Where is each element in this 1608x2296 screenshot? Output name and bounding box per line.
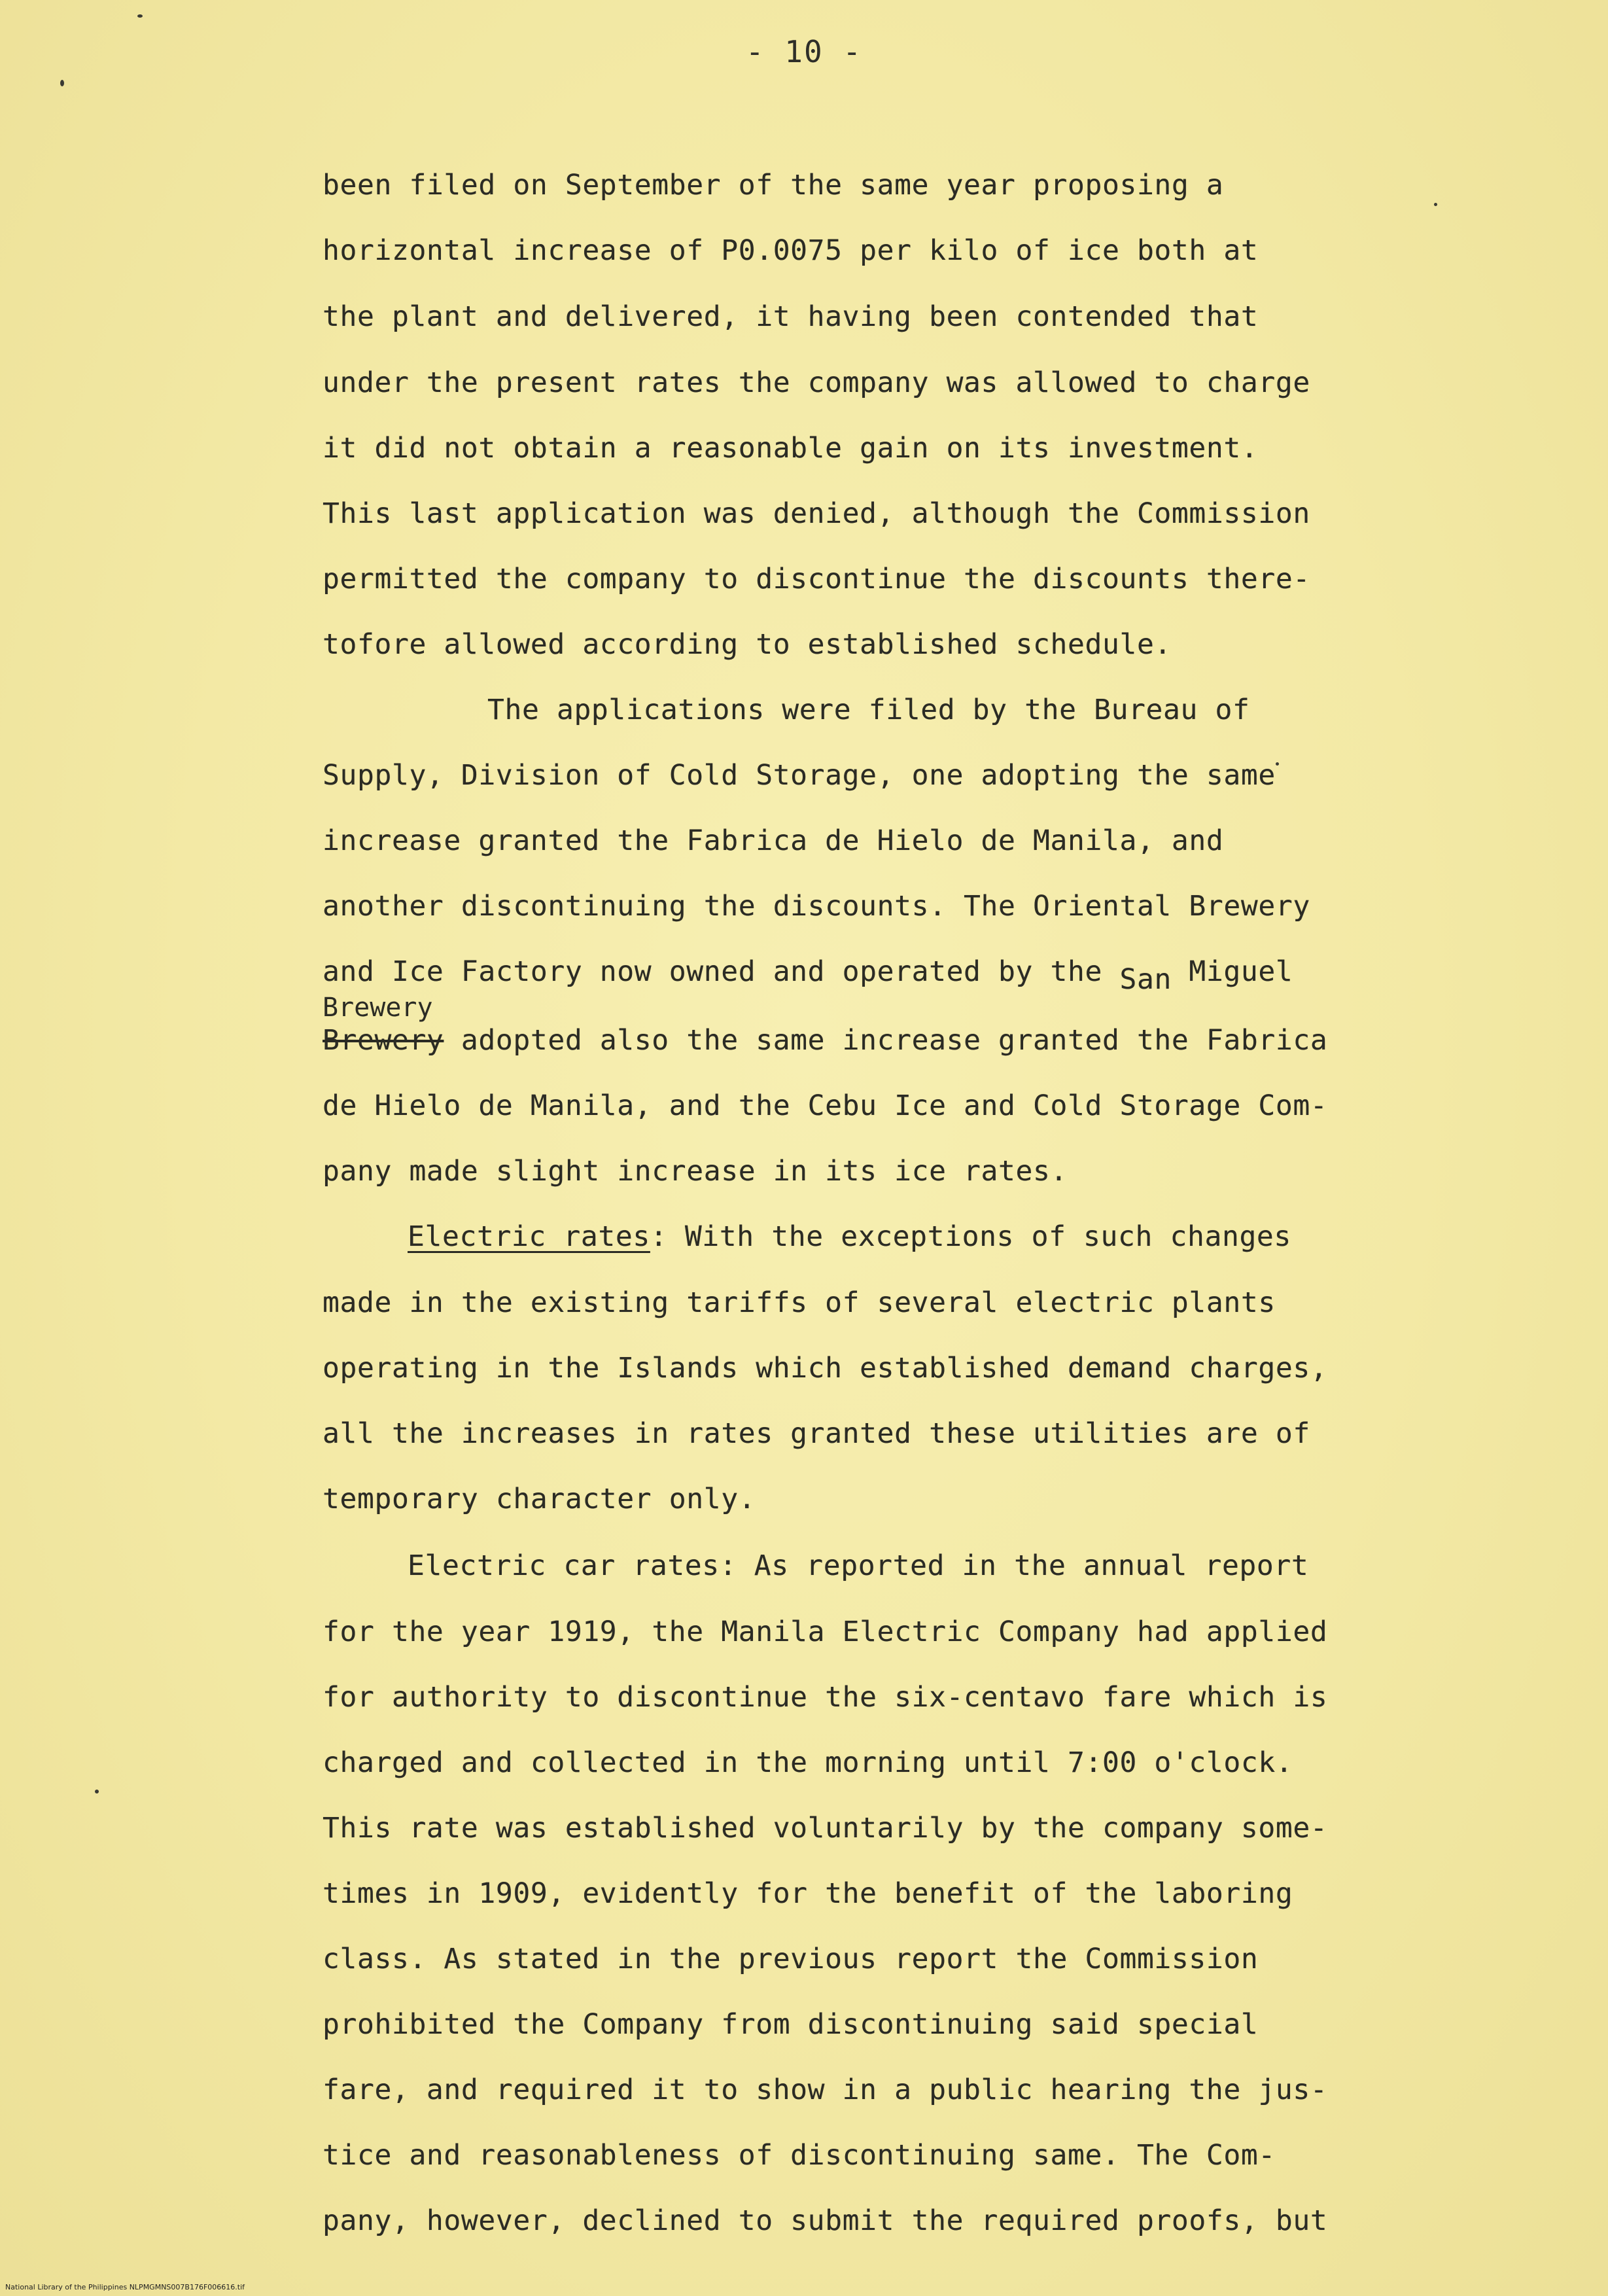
paper-speck — [60, 80, 64, 86]
text-line: Electric car rates: As reported in the annual report — [408, 1549, 1309, 1582]
typed-insertion: Brewery — [323, 993, 433, 1023]
text-line: made in the existing tariffs of several electric plants — [323, 1286, 1276, 1319]
text-line: for authority to discontinue the six-centavo fare which is — [323, 1681, 1328, 1714]
text-line: under the present rates the company was allowed to charge — [323, 366, 1310, 399]
paper-speck — [137, 14, 143, 18]
paper-speck — [1276, 762, 1279, 766]
text-segment: : With the exceptions of such changes — [650, 1220, 1291, 1253]
text-line: This last application was denied, although the Commission — [323, 497, 1310, 530]
archive-footer: National Library of the Philippines NLPMGMNS007B176F006616.tif — [5, 2283, 245, 2291]
paper-speck — [95, 1790, 99, 1793]
text-line: de Hielo de Manila, and the Cebu Ice and Cold Storage Com- — [323, 1089, 1328, 1122]
section-heading: Electric rates — [408, 1220, 650, 1253]
text-segment: Miguel — [1171, 955, 1293, 988]
text-line: operating in the Islands which established demand charges, — [323, 1352, 1328, 1385]
text-line: pany made slight increase in its ice rates. — [323, 1155, 1068, 1188]
text-line: another discontinuing the discounts. The Oriental Brewery — [323, 890, 1310, 923]
text-line: This rate was established voluntarily by the company some- — [323, 1812, 1328, 1845]
text-line: fare, and required it to show in a public hearing the jus- — [323, 2074, 1328, 2106]
page-number: - 10 - — [745, 34, 863, 69]
struck-word: Brewery — [323, 1024, 444, 1057]
text-segment: and Ice Factory now owned and operated by the — [323, 955, 1120, 988]
text-line: pany, however, declined to submit the required proofs, but — [323, 2204, 1328, 2237]
text-line: been filed on September of the same year proposing a — [323, 169, 1224, 202]
text-line — [323, 955, 1293, 996]
text-line: Supply, Division of Cold Storage, one adopting the same — [323, 759, 1276, 792]
misaligned-text: San — [1119, 963, 1172, 996]
text-line: all the increases in rates granted these utilities are of — [323, 1417, 1310, 1450]
text-line: charged and collected in the morning until 7:00 o'clock. — [323, 1746, 1293, 1779]
text-line: temporary character only. — [323, 1483, 756, 1515]
text-line: times in 1909, evidently for the benefit of the laboring — [323, 1877, 1293, 1910]
text-line: class. As stated in the previous report the Commission — [323, 1943, 1259, 1975]
text-line: for the year 1919, the Manila Electric Company had applied — [323, 1616, 1328, 1648]
text-line: increase granted the Fabrica de Hielo de Manila, and — [323, 824, 1224, 857]
text-line: tofore allowed according to established schedule. — [323, 628, 1172, 661]
text-segment: adopted also the same increase granted the Fabrica — [444, 1024, 1328, 1057]
paper-speck — [1434, 203, 1437, 206]
text-line — [408, 1220, 1291, 1253]
text-line: permitted the company to discontinue the discounts there- — [323, 563, 1310, 595]
text-line: prohibited the Company from discontinuing said special — [323, 2008, 1259, 2041]
text-line: horizontal increase of P0.0075 per kilo of ice both at — [323, 234, 1259, 267]
text-line — [323, 1024, 1327, 1057]
text-line: it did not obtain a reasonable gain on its investment. — [323, 432, 1259, 465]
text-line: tice and reasonableness of discontinuing same. The Com- — [323, 2139, 1276, 2172]
text-line: The applications were filed by the Bureau of — [487, 694, 1250, 726]
text-line: the plant and delivered, it having been contended that — [323, 300, 1259, 333]
